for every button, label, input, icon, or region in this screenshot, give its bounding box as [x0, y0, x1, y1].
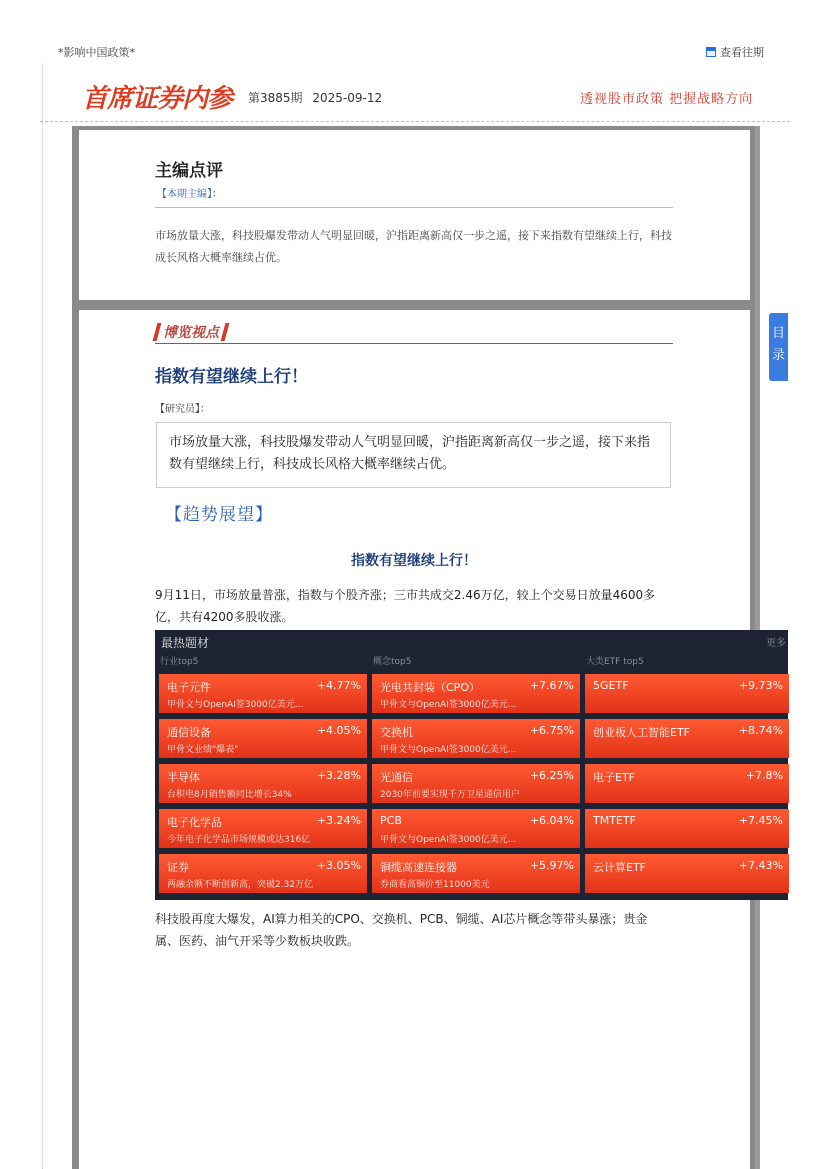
topic-tile[interactable]: [159, 764, 367, 803]
topic-change: +5.97%: [529, 859, 574, 872]
past-issues-label: 查看往期: [720, 46, 764, 59]
issue-number: 第3885期: [248, 91, 303, 105]
topic-name: 5GETF: [593, 679, 629, 692]
topic-tile[interactable]: [585, 764, 789, 803]
topic-tile[interactable]: [372, 674, 580, 713]
topic-news: 2030年前要实现千万卫星通信用户: [380, 790, 520, 800]
topic-name: 光通信: [380, 771, 413, 784]
editor-comment: 市场放量大涨，科技股爆发带动人气明显回暖，沪指距离新高仅一步之遥，接下来指数有望继续上行，科技成长风格大概率继续占优。: [155, 229, 672, 264]
topic-tile[interactable]: [159, 719, 367, 758]
header-divider: [40, 121, 790, 122]
topic-tile[interactable]: [585, 674, 789, 713]
topic-tile[interactable]: [585, 809, 789, 848]
topic-change: +7.67%: [529, 679, 574, 692]
topic-change: +6.04%: [529, 814, 574, 827]
topic-name: PCB: [380, 814, 402, 827]
topic-change: +4.05%: [316, 724, 361, 737]
topic-tile[interactable]: [159, 674, 367, 713]
column-label-concept: 概念top5: [373, 657, 412, 667]
past-issues-link[interactable]: [706, 44, 764, 60]
topic-change: +8.74%: [738, 724, 783, 737]
topic-change: +7.8%: [745, 769, 783, 782]
toc-button[interactable]: [769, 313, 788, 381]
trend-label: 【趋势展望】: [165, 505, 273, 525]
toc-label-1: 目: [771, 326, 785, 341]
topic-name: 半导体: [167, 771, 200, 784]
topic-name: 电子元件: [167, 681, 211, 694]
editor-title: 主编点评: [155, 161, 223, 181]
topic-change: +7.43%: [738, 859, 783, 872]
topic-news: 甲骨文与OpenAI签3000亿美元...: [380, 835, 517, 845]
topic-news: 甲骨文与OpenAI签3000亿美元...: [380, 745, 517, 755]
more-link[interactable]: 更多: [766, 638, 786, 649]
section-divider: [155, 343, 673, 344]
topic-news: 两融余额不断创新高，突破2.32万亿: [167, 880, 314, 890]
editor-tag-colon: ：: [212, 189, 222, 200]
logo-text: 首席证券内参: [82, 83, 233, 114]
topic-change: +6.75%: [529, 724, 574, 737]
topic-tile[interactable]: [372, 719, 580, 758]
slogan: 透视股市政策 把握战略方向: [580, 92, 754, 107]
topic-change: +3.05%: [316, 859, 361, 872]
topic-news: 券商看高铜价至11000美元: [380, 880, 490, 890]
topic-tile[interactable]: [372, 809, 580, 848]
topic-name: 交换机: [380, 726, 413, 739]
topic-tile[interactable]: [159, 809, 367, 848]
summary-quote: 市场放量大涨，科技股爆发带动人气明显回暖，沪指距离新高仅一步之遥，接下来指数有望继续上行，科技成长风格大概率继续占优。: [156, 422, 671, 488]
topic-tile[interactable]: [372, 764, 580, 803]
topic-change: +9.73%: [738, 679, 783, 692]
editor-divider: [155, 207, 673, 208]
viewpoint-section-header: [155, 322, 227, 342]
topic-name: TMTETF: [593, 814, 636, 827]
viewpoint-headline: 指数有望继续上行！: [155, 367, 308, 387]
column-label-etf: 大类ETF top5: [586, 657, 644, 667]
topic-name: 电子ETF: [593, 771, 635, 784]
trend-title: 指数有望继续上行！: [351, 553, 477, 569]
topic-tile[interactable]: [159, 854, 367, 893]
topic-change: +3.28%: [316, 769, 361, 782]
topic-tile[interactable]: [372, 854, 580, 893]
topic-change: +6.25%: [529, 769, 574, 782]
topic-name: 电子化学品: [167, 816, 222, 829]
topic-news: 台积电8月销售额同比增长34%: [167, 790, 292, 800]
sector-paragraph: 科技股再度大爆发，AI算力相关的CPO、交换机、PCB、铜缆、AI芯片概念等带头暴涨；贵金属、医药、油气开采等少数板块收跌。: [155, 912, 648, 948]
toc-label-2: 录: [771, 348, 785, 363]
topic-news: 今年电子化学品市场规模或达316亿: [167, 835, 311, 845]
logo: [82, 78, 232, 114]
market-paragraph: 9月11日，市场放量普涨，指数与个股齐涨；三市共成交2.46万亿，较上个交易日放量4600多亿，共有4200多股收涨。: [155, 588, 656, 624]
panel-title: 最热题材: [161, 636, 210, 650]
topic-name: 光电共封装（CPO）: [380, 681, 480, 694]
policy-tag: *影响中国政策*: [58, 46, 135, 59]
topic-name: 通信设备: [167, 726, 211, 739]
topic-tile[interactable]: [585, 854, 789, 893]
calendar-icon: [706, 47, 716, 57]
left-guide-line: [42, 62, 43, 1169]
topic-change: +3.24%: [316, 814, 361, 827]
top-header: [0, 0, 826, 125]
topic-name: 创业板人工智能ETF: [593, 726, 690, 739]
issue-date: 2025-09-12: [312, 91, 383, 105]
topic-news: 甲骨文与OpenAI签3000亿美元...: [167, 700, 304, 710]
topic-name: 证券: [167, 861, 189, 874]
section-title: 博览视点: [163, 325, 219, 341]
topic-news: 甲骨文与OpenAI签3000亿美元...: [380, 700, 517, 710]
editor-tag: [157, 185, 222, 200]
topic-name: 铜缆高速连接器: [380, 861, 457, 874]
editor-tag-label: 【本期主编】: [157, 189, 212, 200]
topic-name: 云计算ETF: [593, 861, 646, 874]
issue-info: [248, 89, 382, 106]
topic-change: +7.45%: [738, 814, 783, 827]
topic-change: +4.77%: [316, 679, 361, 692]
hot-topics-panel: [155, 630, 788, 900]
topic-news: 甲骨文业绩"爆表": [167, 745, 239, 755]
researcher-label: 【研究员】：: [155, 404, 210, 415]
column-label-industry: 行业top5: [160, 657, 199, 667]
topic-tile[interactable]: [585, 719, 789, 758]
